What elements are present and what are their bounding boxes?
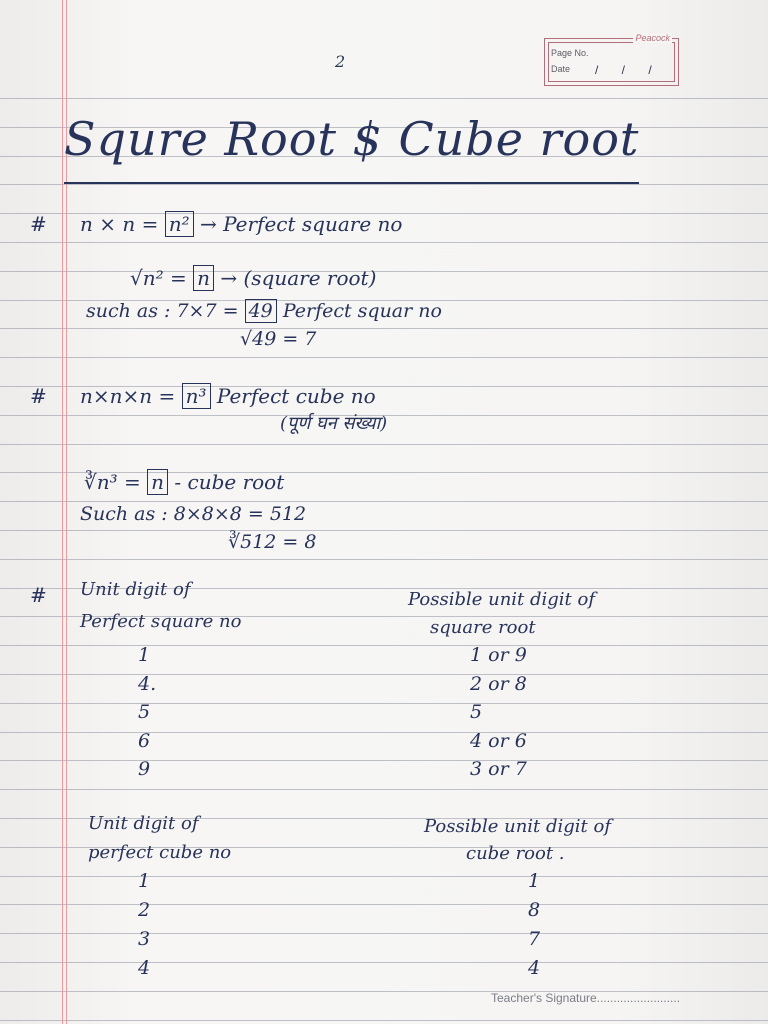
square-row-left-cell: 5 [138, 701, 151, 723]
ruled-line [0, 674, 768, 675]
square-root-definition [130, 266, 376, 290]
square-root-label: → (square root) [220, 266, 377, 290]
square-row-right-cell: 5 [470, 701, 483, 723]
page-title: Squre Root $ Cube root [64, 112, 640, 166]
cube-root-boxed-term: n [147, 469, 168, 495]
cube-root-example: ∛512 = 8 [228, 531, 317, 553]
cube-table-left-header-1: Unit digit of [88, 813, 199, 834]
margin-line-left [62, 0, 63, 1024]
cube-table-left-header-2: perfect cube no [88, 842, 232, 863]
ruled-line [0, 328, 768, 329]
square-table-right-header-1: Possible unit digit of [408, 589, 596, 610]
square-row-right-cell: 4 or 6 [470, 729, 527, 752]
square-label: → Perfect square no [199, 212, 403, 236]
ruled-line [0, 789, 768, 790]
cube-hindi-label: (पूर्ण घन संख्या) [280, 413, 388, 434]
square-row-left-cell: 1 [138, 644, 151, 666]
cube-root-definition [84, 470, 284, 494]
square-table-left-header-1: Unit digit of [80, 579, 191, 600]
ruled-line [0, 1020, 768, 1021]
square-expr: n × n = [80, 212, 159, 236]
cube-row-left-cell: 1 [138, 870, 151, 892]
ruled-line [0, 962, 768, 963]
ruled-line [0, 732, 768, 733]
cube-boxed-term: n³ [182, 383, 211, 409]
page-number: 2 [335, 52, 346, 71]
square-definition [80, 212, 402, 236]
ruled-line [0, 876, 768, 877]
page-no-label: Page No. [551, 48, 589, 58]
square-root-boxed-term: n [193, 265, 214, 291]
cube-label: Perfect cube no [216, 384, 376, 408]
square-row-right-cell: 3 or 7 [470, 758, 527, 780]
cube-row-left-cell: 2 [138, 899, 151, 921]
square-row-left-cell: 4. [138, 672, 157, 695]
square-table-left-header-2: Perfect square no [80, 611, 242, 632]
ruled-line [0, 357, 768, 358]
ruled-line [0, 501, 768, 502]
ruled-line [0, 760, 768, 761]
hash-marker: # [30, 583, 47, 607]
ruled-line [0, 703, 768, 704]
cube-row-right-cell: 1 [528, 870, 541, 892]
square-example-label: Perfect squar no [282, 300, 442, 322]
square-root-expr: √n² = [130, 266, 187, 290]
date-label: Date [551, 64, 571, 74]
ruled-line [0, 184, 768, 185]
cube-row-right-cell: 8 [528, 899, 541, 921]
square-row-left-cell: 6 [138, 729, 151, 752]
ruled-line [0, 645, 768, 646]
ruled-line [0, 530, 768, 531]
ruled-line [0, 559, 768, 560]
cube-definition [80, 384, 376, 408]
cube-root-expr: ∛n³ = [84, 470, 141, 494]
title-underline [64, 182, 639, 184]
square-example-expr: such as : 7×7 = [86, 300, 239, 322]
ruled-line [0, 444, 768, 445]
ruled-line [0, 933, 768, 934]
cube-example: Such as : 8×8×8 = 512 [80, 503, 307, 525]
square-row-right-cell: 2 or 8 [470, 672, 527, 695]
ruled-line [0, 904, 768, 905]
square-row-right-cell: 1 or 9 [470, 644, 527, 666]
date-value: / / / [595, 63, 662, 77]
cube-expr: n×n×n = [80, 384, 176, 408]
cube-row-left-cell: 4 [138, 957, 151, 979]
ruled-line [0, 271, 768, 272]
cube-root-label: - cube root [174, 470, 285, 494]
hash-marker: # [30, 212, 47, 236]
cube-table-right-header-1: Possible unit digit of [424, 816, 612, 837]
page-date-box [544, 33, 679, 86]
brand-label: Peacock [635, 33, 670, 43]
square-root-example: √49 = 7 [240, 328, 317, 350]
hash-marker: # [30, 384, 47, 408]
teacher-signature-label: Teacher's Signature......................... [491, 991, 681, 1005]
ruled-line [0, 242, 768, 243]
square-row-left-cell: 9 [138, 758, 151, 780]
cube-row-right-cell: 7 [528, 928, 541, 950]
square-example-box: 49 [245, 299, 277, 323]
cube-table-right-header-2: cube root . [466, 843, 565, 864]
cube-row-right-cell: 4 [528, 957, 541, 979]
ruled-line [0, 98, 768, 99]
cube-row-left-cell: 3 [138, 928, 151, 950]
square-example [86, 300, 442, 322]
square-table-right-header-2: square root [430, 617, 536, 638]
square-boxed-term: n² [165, 211, 194, 237]
